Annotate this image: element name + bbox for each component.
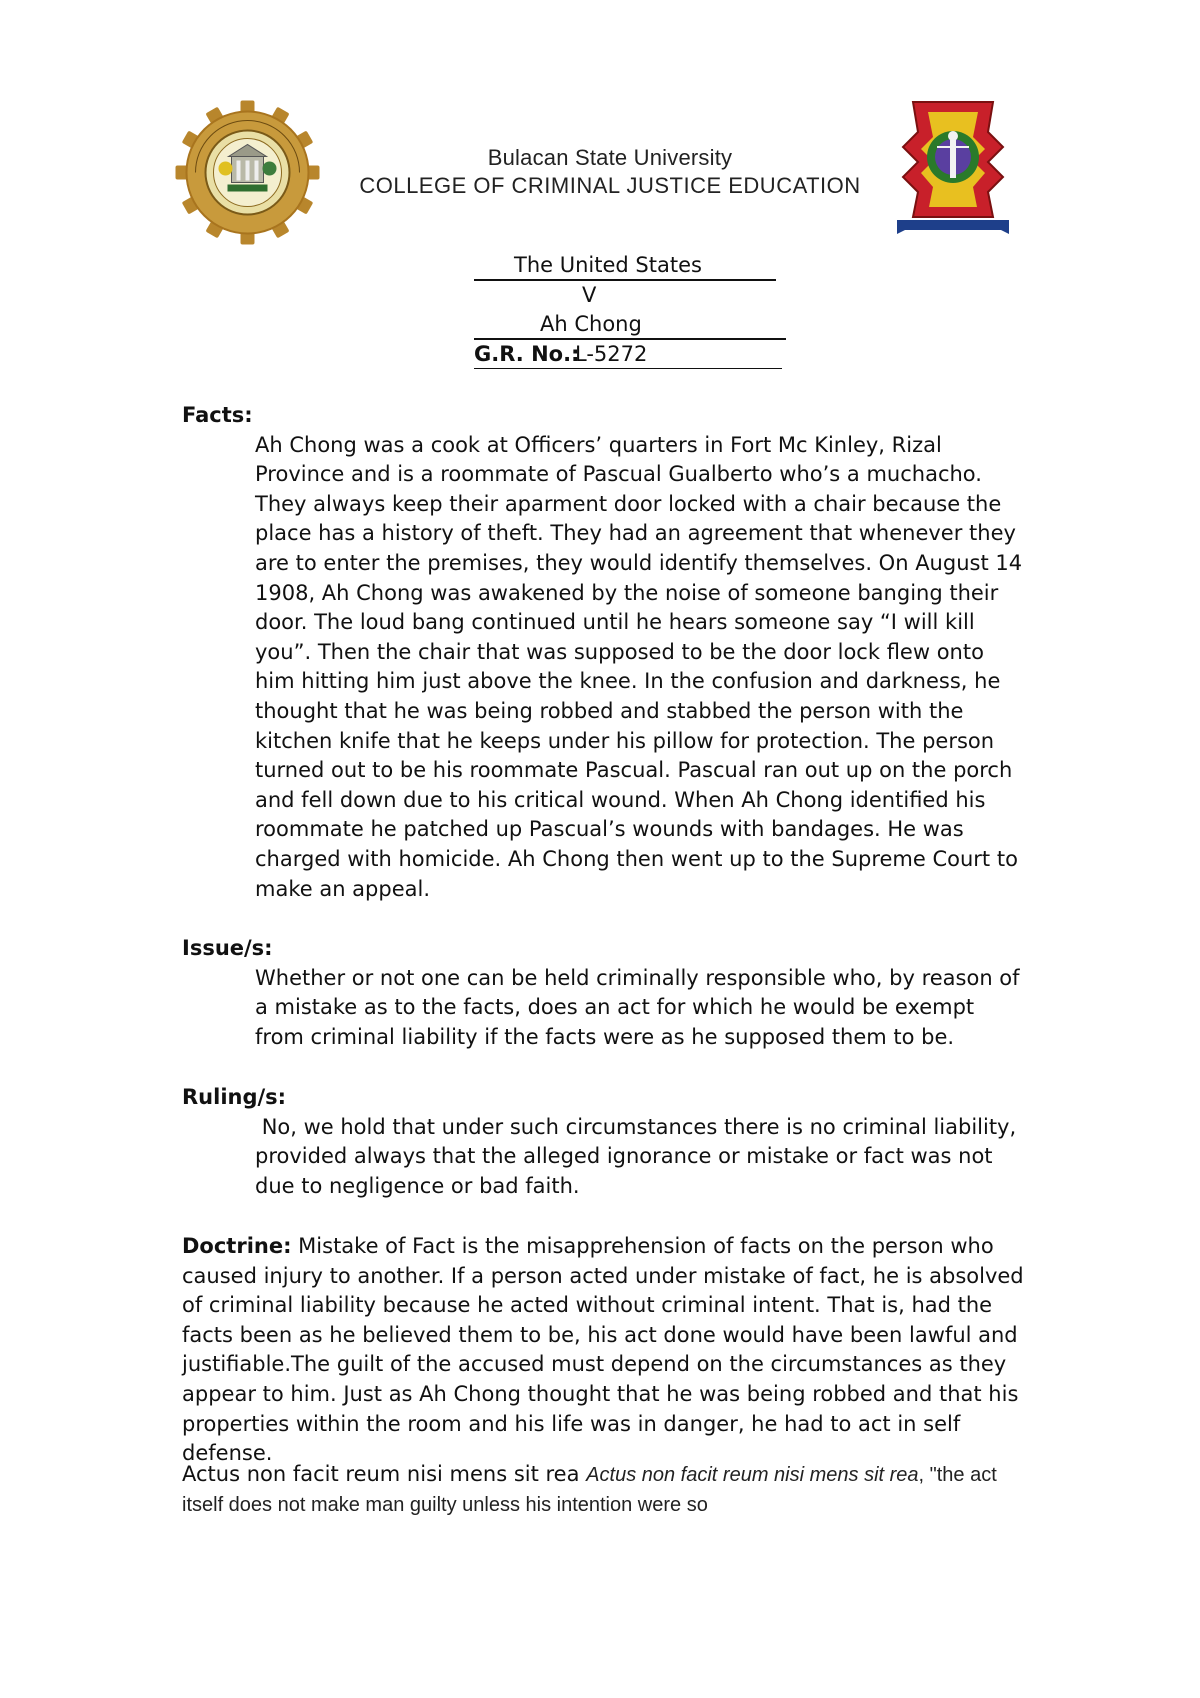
ruling-section [182, 1083, 1027, 1201]
issues-section [182, 934, 1027, 1052]
facts-label: Facts: [182, 403, 253, 427]
college-seal-icon [175, 100, 320, 245]
maxim-section [182, 1460, 1027, 1519]
college-name: COLLEGE OF CRIMINAL JUSTICE EDUCATION [359, 173, 861, 198]
document-header [330, 145, 890, 199]
doctrine-label: Doctrine: [182, 1234, 292, 1258]
university-name: Bulacan State University [487, 145, 733, 170]
facts-text: Ah Chong was a cook at Officers’ quarters in Fort Mc Kinley, Rizal Province and is a roommate of Pascual Gualberto who’s a muchacho. They always keep their aparment door locked with a chair because the place has a history of theft. They had an agreement that whenever they are to enter the premises, they would identify themselves. On August 14 1908, Ah Chong was awakened by the noise of someone banging their door. The loud bang continued until he hears someone say “I will kill you”. Then the chair that was supposed to be the door lock flew onto him hitting him just above the knee. In the confusion and darkness, he thought that he was being robbed and stabbed the person with the kitchen knife that he keeps under his pillow for protection. The person turned out to be his roommate Pascual. Pascual ran out up on the porch and fell down due to his critical wound. When Ah Chong identified his roommate he patched up Pascual’s wounds with bandages. He was charged with homicide. Ah Chong then went up to the Supreme Court to make an appeal. [255, 432, 1023, 901]
issues-text: Whether or not one can be held criminally responsible who, by reason of a mistake as to the facts, does an act for which he would be exempt from criminal liability if the facts were as he supposed them to be. [255, 965, 1020, 1049]
facts-section [182, 401, 1027, 904]
defendant-name: Ah Chong [540, 312, 642, 336]
maxim-italic: Actus non facit reum nisi mens sit rea [586, 1464, 919, 1486]
society-emblem-icon [893, 92, 1013, 237]
case-caption [474, 253, 786, 371]
doctrine-section [182, 1232, 1027, 1469]
college-seal-logo [175, 100, 320, 245]
ruling-label: Ruling/s: [182, 1085, 287, 1109]
versus-label: V [582, 282, 597, 307]
gr-number-value: L-5272 [575, 341, 648, 366]
doctrine-text: Mistake of Fact is the misapprehension of facts on the person who caused injury to another. If a person acted under mistake of fact, he is absolved of criminal liability because he acted without criminal intent. That is, had the facts been as he believed them to be, his act done would have been lawful and justifiable.The guilt of the accused must depend on the circumstances as they appear to him. Just as Ah Chong thought that he was being robbed and that his properties within the room and his life was in danger, he had to act in self defense. [182, 1234, 1024, 1466]
gr-number-label: G.R. No.: [474, 341, 580, 366]
maxim-translation: , "the act itself does not make man guilty unless his intention were so [182, 1464, 997, 1516]
society-emblem-logo [893, 92, 1013, 237]
maxim-lead: Actus non facit reum nisi mens sit rea [182, 1462, 580, 1486]
issues-label: Issue/s: [182, 936, 273, 960]
plaintiff-name: The United States [514, 253, 702, 277]
ruling-text: No, we hold that under such circumstances there is no criminal liability, provided always that the alleged ignorance or mistake or fact was not due to negligence or bad faith. [255, 1114, 1023, 1198]
